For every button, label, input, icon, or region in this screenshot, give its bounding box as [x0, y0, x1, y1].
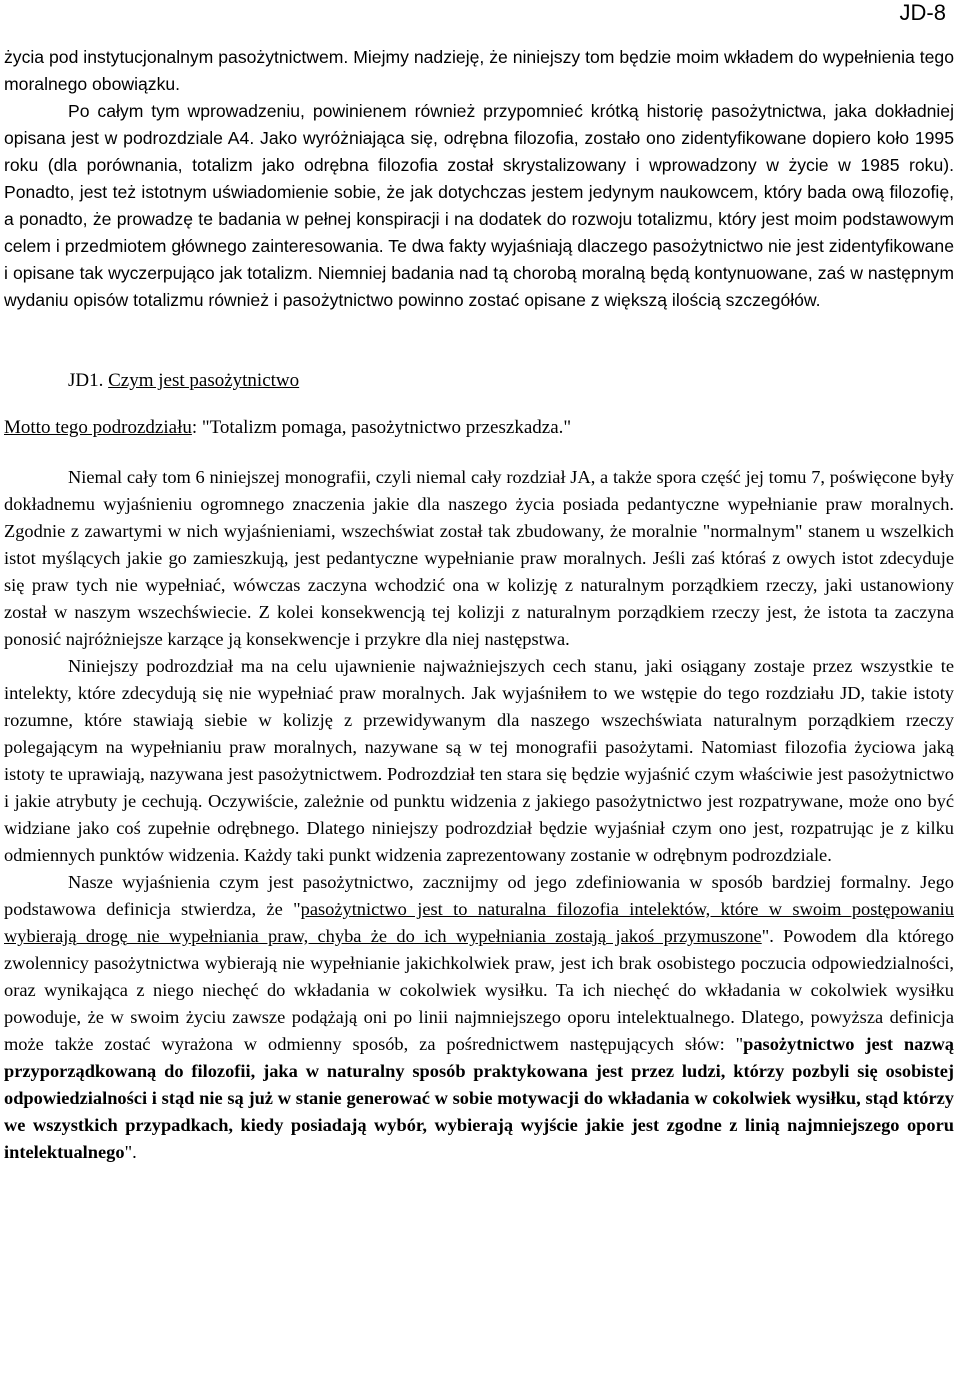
- definition-underlined: pasożytnictwo jest to naturalna filozofia intelektów, które w swoim postępowaniu wybierają drogę nie wypełniania praw, chyba że do ich wypełniania zostają jakoś przymuszone: [4, 899, 954, 946]
- motto-line: [4, 414, 954, 441]
- definition-lead: Nasze wyjaśnienia czym jest pasożytnictwo, zacznijmy od jego zdefiniowania w sposób bardziej formalny. Jego podstawowa definicja stwierdza, że ": [4, 872, 954, 919]
- section-title: Czym jest pasożytnictwo: [108, 370, 300, 391]
- intro-paragraph-2: Po całym tym wprowadzeniu, powinienem również przypomnieć krótką historię pasożytnictwa, jaka dokładniej opisana jest w podrozdziale A4. Jako wyróżniająca się, odrębna filozofia, zostało ono zidentyfikowane dopiero koło 1995 roku (dla porównania, totalizm jako odrębna filozofia został skrystalizowany i wprowadzony w życie w 1985 roku). Ponadto, jest też istotnym uświadomienie sobie, że jak dotychczas jestem jedynym naukowcem, który bada ową filozofię, a ponadto, że prowadzę te badania w pełnej konspiracji i na dodatek do rozwoju totalizmu, który jest moim podstawowym celem i przedmiotem głównego zainteresowania. Te dwa fakty wyjaśniają dlaczego pasożytnictwo nie jest zidentyfikowane i opisane tak wyczerpująco jak totalizm. Niemniej badania nad tą chorobą moralną będą kontynuowane, zaś w następnym wydaniu opisów totalizmu również i pasożytnictwo powinno zostać opisane z większą ilością szczegółów.: [4, 101, 954, 310]
- page-header: JD-8: [899, 0, 946, 25]
- body-paragraph-2: Niniejszy podrozdział ma na celu ujawnienie najważniejszych cech stanu, jaki osiągany zostaje przez wszystkie te intelekty, które zdecydują się nie wypełniać praw moralnych. Jak wyjaśniłem to we wstępie do tego rozdziału JD, takie istoty rozumne, które stawiają siebie w kolizję z przewidywanym dla naszego wszechświata naturalnym porządkiem rzeczy polegającym na wypełnianiu praw moralnych, nazywane są w tej monografii pasożytami. Natomiast filozofia życiowa jaką istoty te uprawiają, nazywana jest pasożytnictwem. Podrozdział ten stara się będzie wyjaśnić czym właściwie jest pasożytnictwo i jakie atrybuty je cechują. Oczywiście, zależnie od punktu widzenia z jakiego pasożytnictwo jest rozpatrywane, może ono być widziane jako coś zupełnie odrębnego. Dlatego niniejszy podrozdział będzie wyjaśniał czym ono jest, rozpatrując je z kilku odmiennych punktów widzenia. Każdy taki punkt widzenia zaprezentowany zostanie w odrębnym podrozdziale.: [4, 656, 954, 865]
- section-heading: [4, 367, 954, 394]
- definition-end: ".: [124, 1142, 137, 1162]
- document-content: [4, 44, 954, 1166]
- section-number: JD1.: [68, 370, 104, 391]
- body-block: [4, 464, 954, 1166]
- definition-bold: pasożytnictwo jest nazwą przyporządkowaną do filozofii, jaka w naturalny sposób praktykowana jest przez ludzi, którzy pozbyli się osobistej odpowiedzialności i stąd nie są już w stanie generować w sobie motywacji do wkładania w cokolwiek wysiłku, stąd którzy we wszystkich przypadkach, kiedy posiadają wybór, wybierają wyjście jakie jest zgodne z linią najmniejszego oporu intelektualnego: [4, 1034, 954, 1162]
- intro-paragraph-1: życia pod instytucjonalnym pasożytnictwem. Miejmy nadzieję, że niniejszy tom będzie moim wkładem do wypełnienia tego moralnego obowiązku.: [4, 47, 954, 94]
- motto-text: : "Totalizm pomaga, pasożytnictwo przeszkadza.": [191, 417, 572, 438]
- definition-middle: ". Powodem dla którego zwolennicy pasożytnictwa wybierają nie wypełnianie jakichkolwiek praw, jest ich brak osobistego poczucia odpowiedzialności, oraz wynikająca z niego niechęć do wkładania w cokolwiek wysiłku. Ta ich niechęć do wkładania w cokolwiek wysiłku powoduje, że w swoim życiu zawsze podążają oni po linii najmniejszego oporu intelektualnego. Dlatego, powyższa definicja może także zostać wyrażona w odmienny sposób, za pośrednictwem następujących słów: ": [4, 926, 954, 1054]
- body-paragraph-1: Niemal cały tom 6 niniejszej monografii, czyli niemal cały rozdział JA, a także spora część jej tomu 7, poświęcone były dokładnemu wyjaśnieniu ogromnego znaczenia jakie dla naszego życia posiada pedantyczne wypełnianie praw moralnych. Zgodnie z zawartymi w nich wyjaśnieniami, wszechświat został tak zbudowany, że moralnie "normalnym" stanem u wszelkich istot myślących jakie go zamieszkują, jest pedantyczne wypełnianie praw moralnych. Jeśli zaś któraś z owych istot zdecyduje się praw tych nie wypełniać, wówczas zaczyna wchodzić ona w kolizję z naturalnym porządkiem rzeczy, jaki ustanowiony został w naszym wszechświecie. Z kolei konsekwencją tej kolizji z naturalnym porządkiem rzeczy jest, że istota ta zaczyna ponosić najróżniejsze karzące ją konsekwencje i przykre dla niej następstwa.: [4, 467, 954, 649]
- motto-label: Motto tego podrozdziału: [4, 417, 192, 438]
- body-paragraph-3: [4, 869, 954, 1166]
